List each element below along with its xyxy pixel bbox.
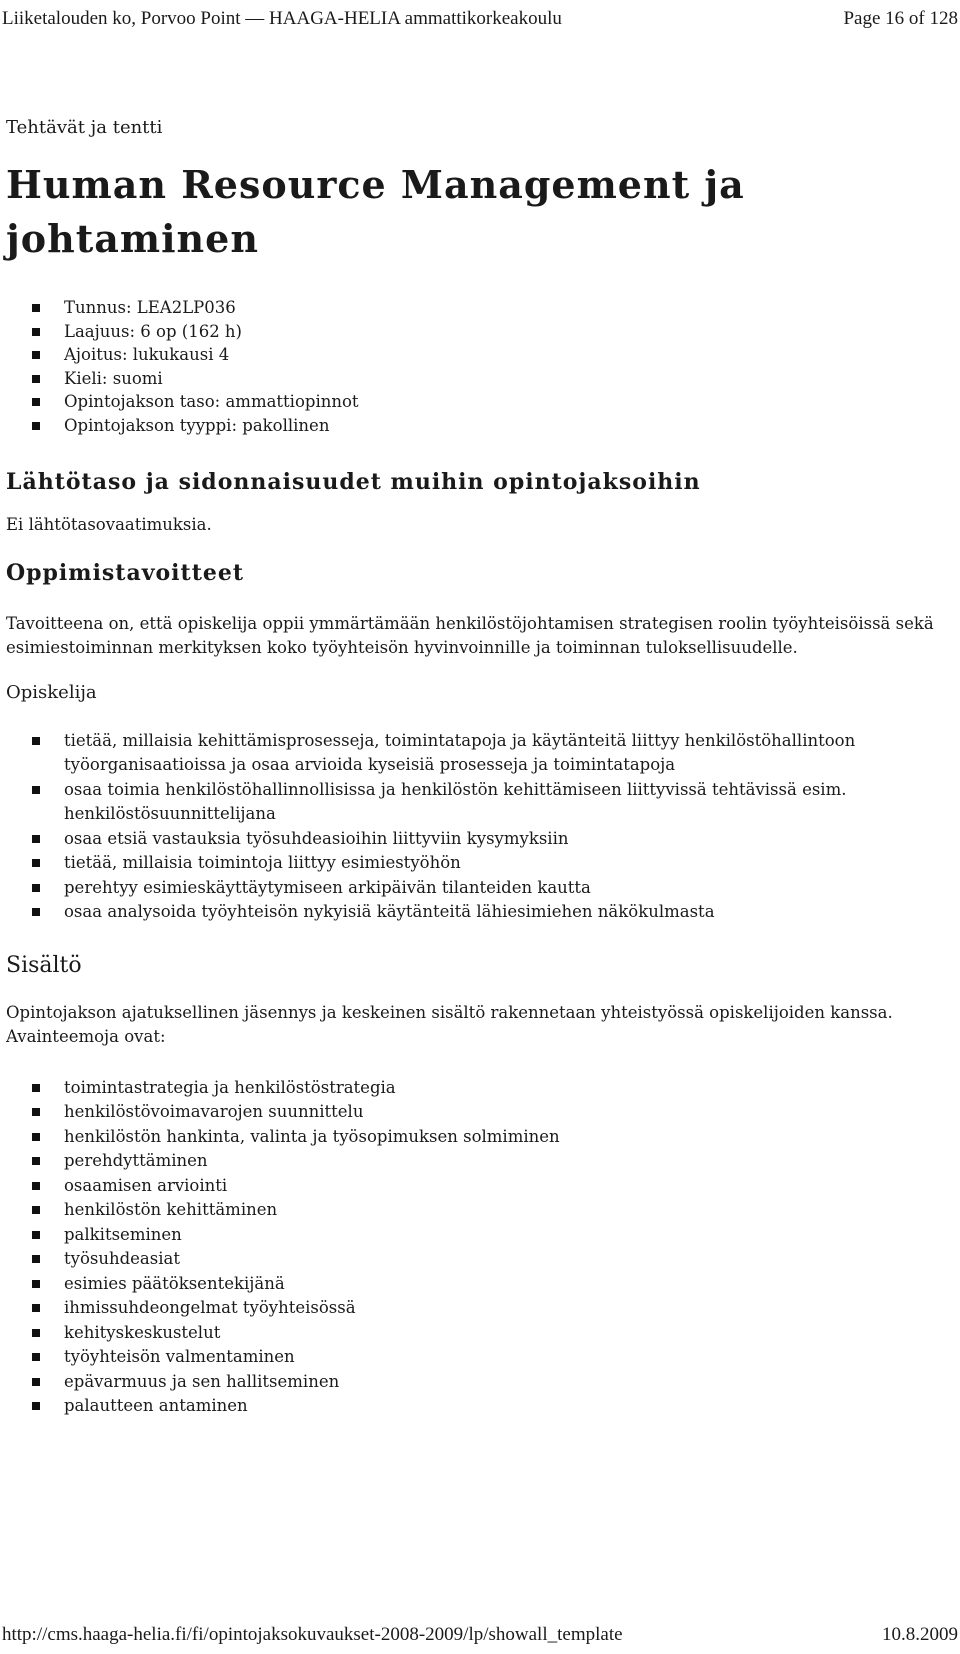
list-item: osaamisen arviointi [64, 1174, 951, 1199]
list-item: Tunnus: LEA2LP036 [64, 296, 951, 320]
breadcrumb: Tehtävät ja tentti [6, 117, 163, 138]
page-number: Page 16 of 128 [843, 8, 958, 29]
objectives-heading: Oppimistavoitteet [6, 559, 245, 586]
list-item: ihmissuhdeongelmat työyhteisössä [64, 1296, 951, 1321]
prereq-text: Ei lähtötasovaatimuksia. [6, 515, 212, 534]
list-item: osaa toimia henkilöstöhallinnollisissa ja henkilöstön kehittämiseen liittyvissä tehtävissä esim. henkilöstösuunnittelijana [64, 778, 951, 827]
footer-date: 10.8.2009 [882, 1624, 958, 1645]
list-item: Opintojakson tyyppi: pakollinen [64, 414, 951, 438]
list-item: henkilöstön kehittäminen [64, 1198, 951, 1223]
list-item: perehtyy esimieskäyttäytymiseen arkipäivän tilanteiden kautta [64, 876, 951, 901]
contents-list [6, 1076, 951, 1419]
list-item: osaa analysoida työyhteisön nykyisiä käytänteitä lähiesimiehen näkökulmasta [64, 900, 951, 925]
contents-text: Opintojakson ajatuksellinen jäsennys ja keskeinen sisältö rakennetaan yhteistyössä opiskelijoiden kanssa. Avainteemoja ovat: [6, 1002, 893, 1046]
page-footer [0, 1620, 960, 1650]
list-item: Ajoitus: lukukausi 4 [64, 343, 951, 367]
list-item: palkitseminen [64, 1223, 951, 1248]
list-item: henkilöstövoimavarojen suunnittelu [64, 1100, 951, 1125]
contents-heading: Sisältö [6, 952, 82, 978]
student-label: Opiskelija [6, 681, 97, 703]
list-item: epävarmuus ja sen hallitseminen [64, 1370, 951, 1395]
prereq-heading: Lähtötaso ja sidonnaisuudet muihin opintojaksoihin [6, 469, 701, 495]
list-item: Laajuus: 6 op (162 h) [64, 320, 951, 344]
list-item: työyhteisön valmentaminen [64, 1345, 951, 1370]
page-header [0, 4, 960, 34]
list-item: toimintastrategia ja henkilöstöstrategia [64, 1076, 951, 1101]
header-source: Liiketalouden ko, Porvoo Point — HAAGA-HELIA ammattikorkeakoulu [2, 8, 562, 29]
list-item: Opintojakson taso: ammattiopinnot [64, 390, 951, 414]
list-item: tietää, millaisia kehittämisprosesseja, toimintatapoja ja käytänteitä liittyy henkilöstöhallintoon työorganisaatioissa ja osaa arvioida kyseisiä prosesseja ja toimintatapoja [64, 729, 951, 778]
list-item: esimies päätöksentekijänä [64, 1272, 951, 1297]
list-item: kehityskeskustelut [64, 1321, 951, 1346]
list-item: henkilöstön hankinta, valinta ja työsopimuksen solmiminen [64, 1125, 951, 1150]
list-item: perehdyttäminen [64, 1149, 951, 1174]
objectives-list [6, 729, 951, 925]
list-item: palautteen antaminen [64, 1394, 951, 1419]
list-item: Kieli: suomi [64, 367, 951, 391]
list-item: osaa etsiä vastauksia työsuhdeasioihin liittyviin kysymyksiin [64, 827, 951, 852]
document-body [6, 100, 951, 1419]
list-item: työsuhdeasiat [64, 1247, 951, 1272]
footer-url: http://cms.haaga-helia.fi/fi/opintojaksokuvaukset-2008-2009/lp/showall_template [2, 1624, 623, 1645]
list-item: tietää, millaisia toimintoja liittyy esimiestyöhön [64, 851, 951, 876]
objectives-text: Tavoitteena on, että opiskelija oppii ymmärtämään henkilöstöjohtamisen strategisen roolin työyhteisöissä sekä esimiestoiminnan merkityksen koko työyhteisön hyvinvoinnille ja toiminnan tuloksellisuudelle. [6, 613, 934, 657]
course-info-list [6, 296, 951, 437]
page-title: Human Resource Management ja johtaminen [6, 162, 745, 261]
